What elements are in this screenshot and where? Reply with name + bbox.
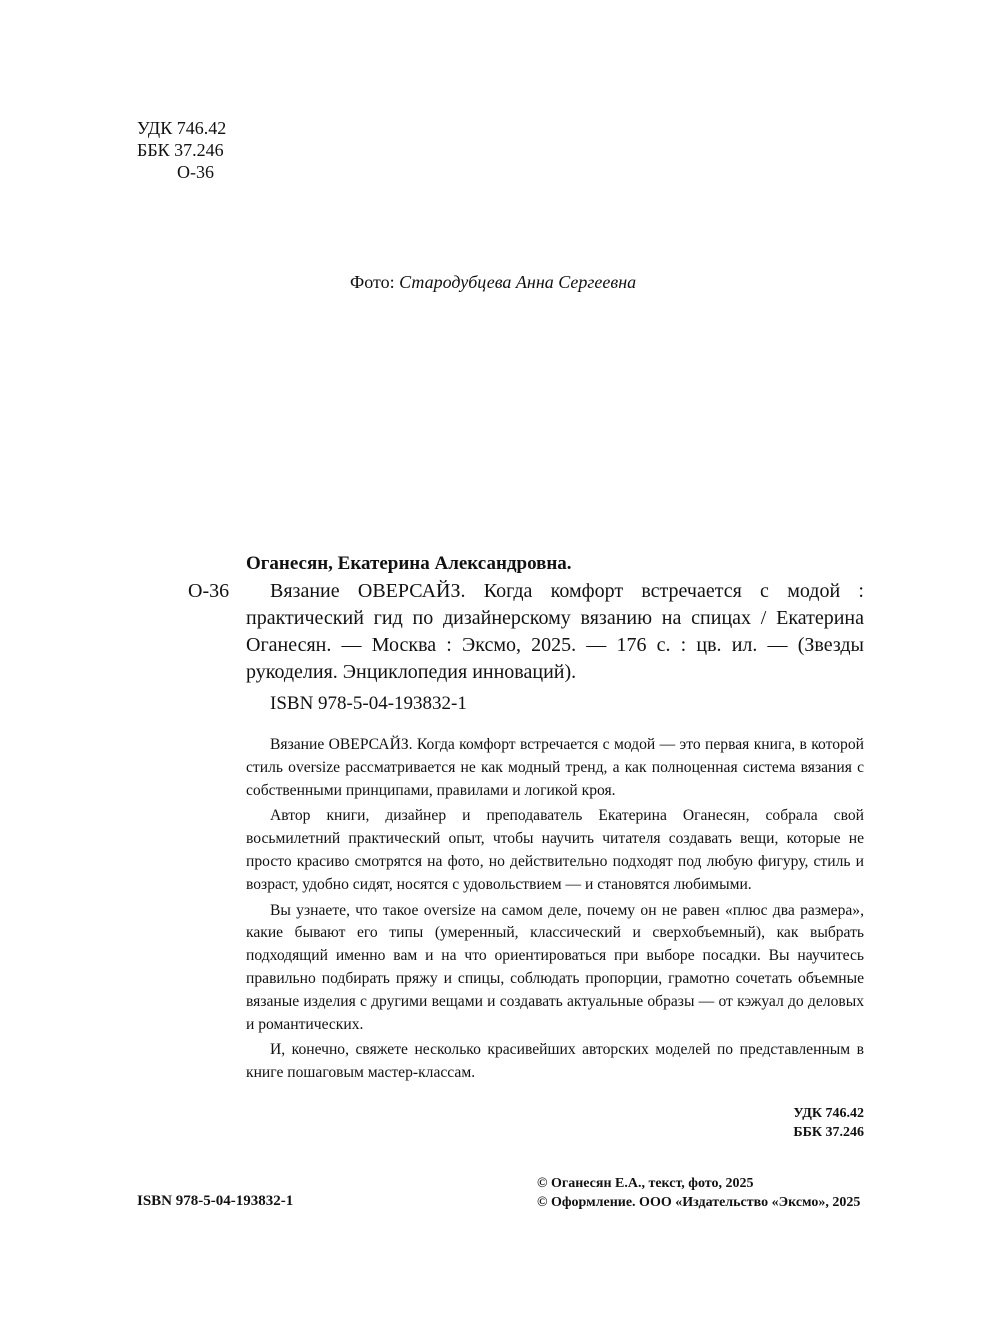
annotation-paragraph: И, конечно, свяжете несколько красивейших авторских моделей по представленным в книге пошаговым мастер-классам. <box>246 1041 864 1082</box>
author-mark: О-36 <box>177 162 214 182</box>
copyright-design: © Оформление. ООО «Издательство «Эксмо», 2025 <box>537 1195 861 1210</box>
udk-code: УДК 746.42 <box>137 118 227 138</box>
record-author: Оганесян, Екатерина Александровна. <box>246 553 572 574</box>
copyright-block <box>537 1174 860 1212</box>
photographer-name: Стародубцева Анна Сергеевна <box>399 272 637 292</box>
footer-udk: УДК 746.42 <box>793 1106 864 1121</box>
annotation-paragraph: Автор книги, дизайнер и преподаватель Екатерина Оганесян, собрала свой восьмилетний практический опыт, чтобы научить читателя создавать вещи, которые не просто красиво смотрятся на фото, но действительно подходят под любую фигуру, стиль и возраст, удобно сидят, носятся с удовольствием — и становятся любимыми. <box>246 807 864 893</box>
photo-label: Фото: <box>350 272 395 292</box>
footer-isbn: ISBN 978-5-04-193832-1 <box>137 1193 294 1209</box>
record-isbn: ISBN 978-5-04-193832-1 <box>270 693 467 714</box>
annotation-paragraph: Вы узнаете, что такое oversize на самом деле, почему он не равен «плюс два размера», какие бывают его типы (умеренный, классический и сверхобъемный), как выбрать подходящий именно вам и на что ориентироваться при выборе посадки. Вы научитесь правильно подбирать пряжу и спицы, соблюдать пропорции, грамотно сочетать объемные вязаные изделия с другими вещами и создавать актуальные образы — от кэжуал до деловых и романтических. <box>246 901 864 1033</box>
footer-bbk: ББК 37.246 <box>793 1125 864 1140</box>
photo-credit <box>350 271 636 293</box>
classification-block <box>137 117 226 183</box>
annotation <box>246 734 864 1085</box>
bibliographic-description: Вязание ОВЕРСАЙЗ. Когда комфорт встречается с модой : практический гид по дизайнерскому вязанию на спицах / Екатерина Оганесян. — Москва : Эксмо, 2025. — 176 с. : цв. ил. — (Звезды рукоделия. Энциклопедия инноваций). <box>246 580 864 683</box>
bbk-code: ББК 37.246 <box>137 140 224 160</box>
record-code: О-36 <box>188 580 230 602</box>
footer-classification <box>793 1104 864 1142</box>
annotation-paragraph: Вязание ОВЕРСАЙЗ. Когда комфорт встречается с модой — это первая книга, в которой стиль oversize рассматривается не как модный тренд, а как полноценная система вязания с собственными принципами, правилами и логикой кроя. <box>246 736 864 799</box>
copyright-text: © Оганесян Е.А., текст, фото, 2025 <box>537 1176 754 1191</box>
